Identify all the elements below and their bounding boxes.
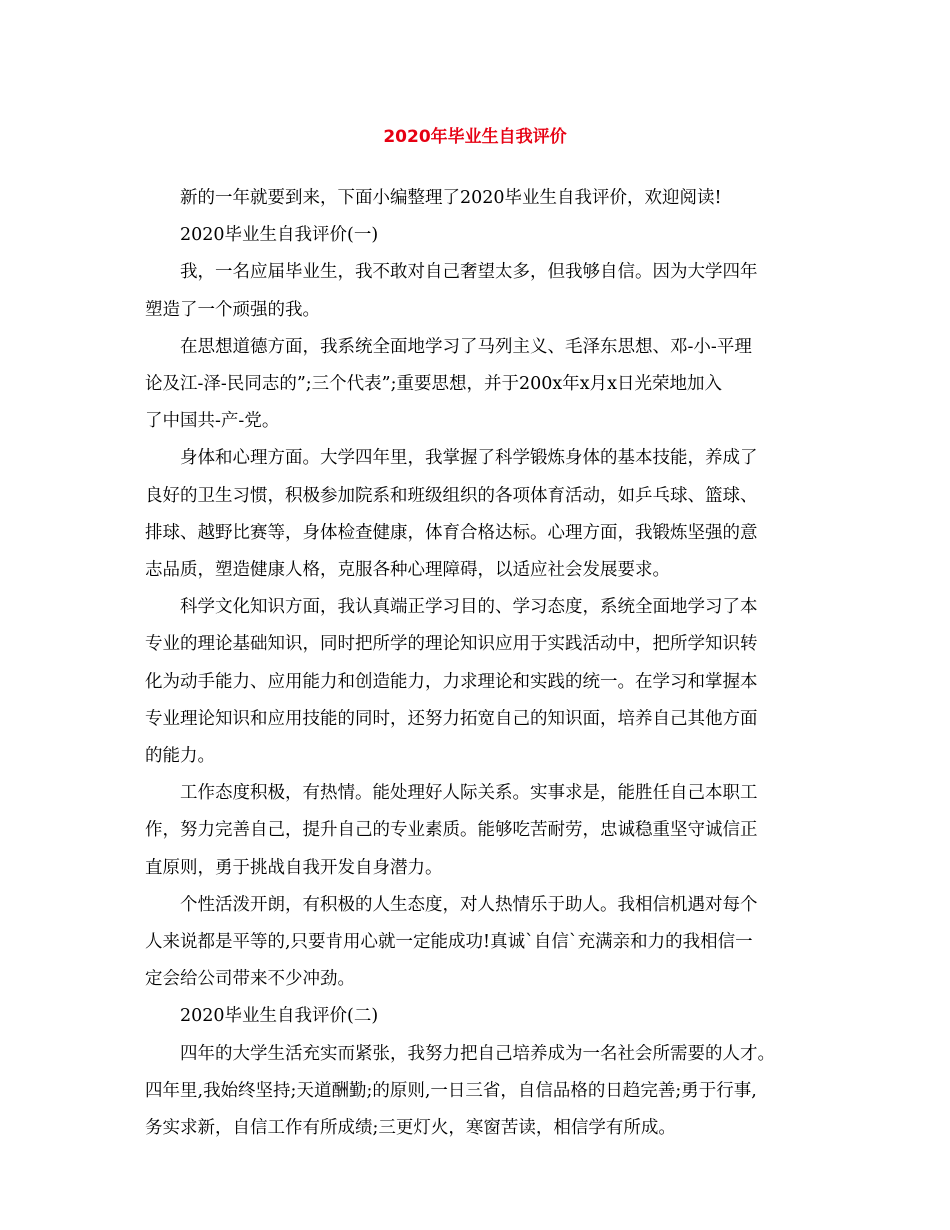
paragraph-line: 四年的大学生活充实而紧张，我努力把自己培养成为一名社会所需要的人才。 bbox=[180, 1043, 775, 1064]
paragraph-line: 四年里,我始终坚持;天道酬勤;的原则,一日三省，自信品格的日趋完善;勇于行事, bbox=[145, 1080, 757, 1101]
paragraph-line: 我，一名应届毕业生，我不敢对自己奢望太多，但我够自信。因为大学四年 bbox=[180, 262, 758, 283]
paragraph bbox=[145, 998, 810, 1035]
paragraph-line: 塑造了一个顽强的我。 bbox=[145, 299, 320, 320]
paragraph bbox=[145, 329, 810, 441]
paragraph-line: 人来说都是平等的,只要肯用心就一定能成功!真诚`自信`充满亲和力的我相信一 bbox=[145, 932, 753, 953]
paragraph-line: 志品质，塑造健康人格，克服各种心理障碍，以适应社会发展要求。 bbox=[145, 560, 670, 581]
paragraph-line: 2020毕业生自我评价(二) bbox=[180, 1006, 379, 1027]
document-title: 2020年毕业生自我评价 bbox=[383, 127, 567, 147]
paragraph-line: 作，努力完善自己，提升自己的专业素质。能够吃苦耐劳，忠诚稳重坚守诚信正 bbox=[145, 820, 758, 841]
paragraph-line: 定会给公司带来不少冲劲。 bbox=[145, 969, 355, 990]
paragraph bbox=[145, 217, 810, 254]
paragraph-line: 专业的理论基础知识，同时把所学的理论知识应用于实践活动中，把所学知识转 bbox=[145, 634, 758, 655]
paragraph-line: 的能力。 bbox=[145, 746, 215, 767]
paragraph bbox=[145, 254, 810, 328]
paragraph bbox=[145, 180, 810, 217]
paragraph-line: 新的一年就要到来，下面小编整理了2020毕业生自我评价，欢迎阅读! bbox=[180, 188, 722, 208]
paragraph-line: 个性活泼开朗，有积极的人生态度，对人热情乐于助人。我相信机遇对每个 bbox=[180, 894, 758, 915]
document-body bbox=[145, 180, 810, 1147]
paragraph-line: 直原则，勇于挑战自我开发自身潜力。 bbox=[145, 857, 443, 878]
paragraph bbox=[145, 589, 810, 775]
paragraph-line: 身体和心理方面。大学四年里，我掌握了科学锻炼身体的基本技能，养成了 bbox=[180, 448, 758, 469]
paragraph-line: 在思想道德方面，我系统全面地学习了马列主义、毛泽东思想、邓-小-平理 bbox=[180, 336, 752, 357]
paragraph-line: 化为动手能力、应用能力和创造能力，力求理论和实践的统一。在学习和掌握本 bbox=[145, 671, 758, 692]
paragraph bbox=[145, 440, 810, 589]
paragraph bbox=[145, 887, 810, 999]
paragraph-line: 工作态度积极，有热情。能处理好人际关系。实事求是，能胜任自己本职工 bbox=[180, 783, 758, 804]
paragraph-line: 专业理论知识和应用技能的同时，还努力拓宽自己的知识面，培养自己其他方面 bbox=[145, 708, 758, 729]
paragraph-line: 论及江-泽-民同志的”;三个代表”;重要思想，并于200x年x月x日光荣地加入 bbox=[145, 374, 723, 395]
paragraph-line: 2020毕业生自我评价(一) bbox=[180, 225, 379, 246]
paragraph-line: 排球、越野比赛等，身体检查健康，体育合格达标。心理方面，我锻炼坚强的意 bbox=[145, 522, 758, 543]
paragraph-line: 科学文化知识方面，我认真端正学习目的、学习态度，系统全面地学习了本 bbox=[180, 597, 758, 618]
paragraph bbox=[145, 775, 810, 887]
paragraph-line: 良好的卫生习惯，积极参加院系和班级组织的各项体育活动，如乒乓球、篮球、 bbox=[145, 485, 758, 506]
paragraph-line: 了中国共-产-党。 bbox=[145, 411, 280, 432]
paragraph bbox=[145, 1036, 810, 1148]
paragraph-line: 务实求新，自信工作有所成绩;三更灯火，寒窗苦读，相信学有所成。 bbox=[145, 1118, 676, 1139]
